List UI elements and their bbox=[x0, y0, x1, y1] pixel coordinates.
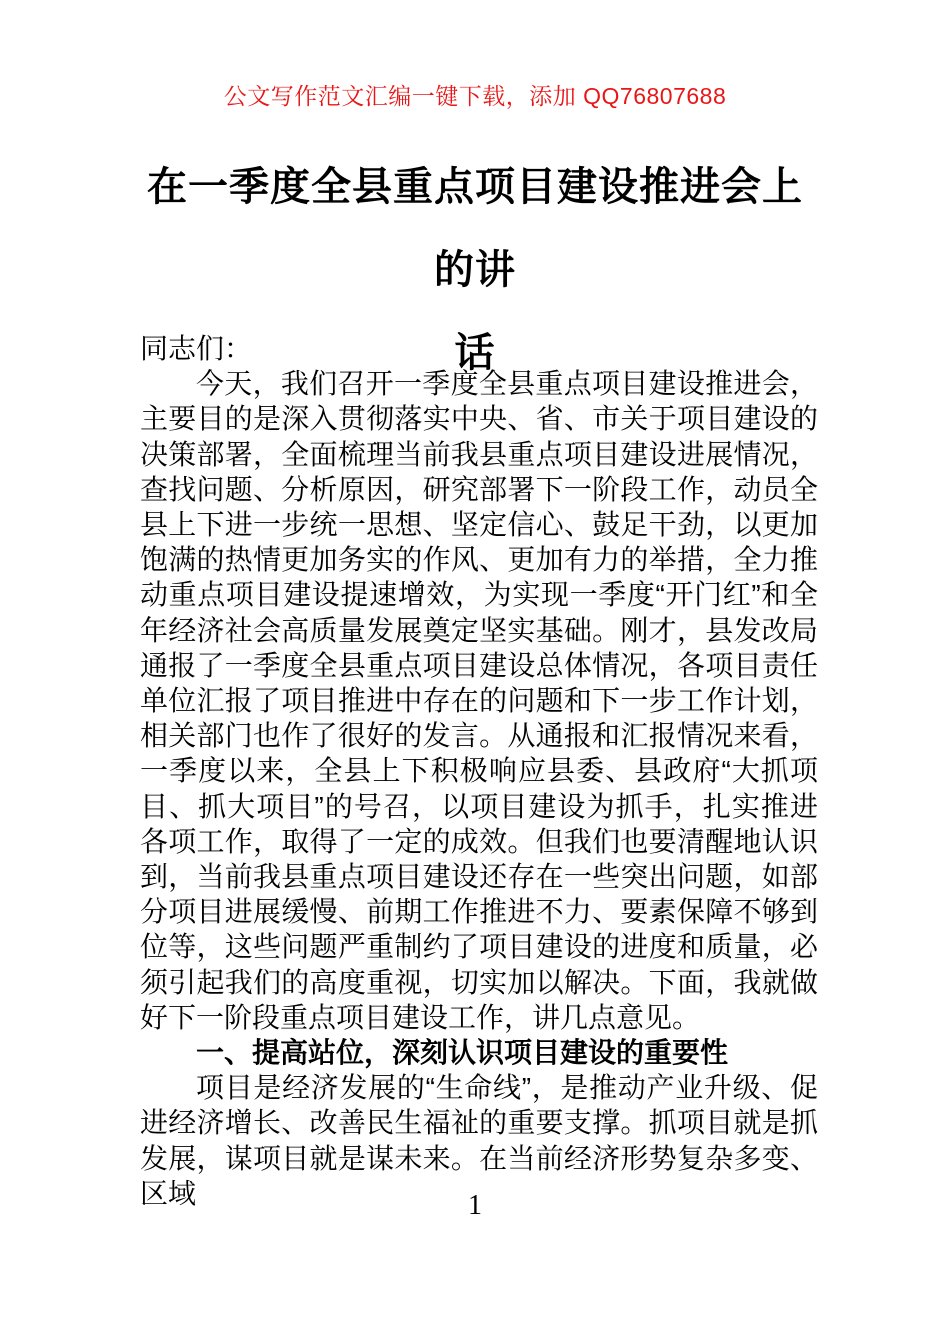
section-heading-1: 一、提高站位，深刻认识项目建设的重要性 bbox=[196, 1037, 729, 1069]
salutation: 同志们： bbox=[140, 333, 253, 364]
paragraph-1: 今天，我们召开一季度全县重点项目建设推进会，主要目的是深入贯彻落实中央、省、市关于项目建设的决策部署，全面梳理当前我县重点项目建设进展情况，查找问题、分析原因，研究部署下一阶段工作，动员全县上下进一步统一思想、坚定信心、鼓足干劲，以更加饱满的热情更加务实的作风、更加有力的举措，全力推动重点项目建设提速增效，为实现一季度“开门红”和全年经济社会高质量发展奠定坚实基础。刚才，县发改局通报了一季度全县重点项目建设总体情况，各项目责任单位汇报了项目推进中存在的问题和下一步工作计划，相关部门也作了很好的发言。从通报和汇报情况来看，一季度以来，全县上下积极响应县委、县政府“大抓项目、抓大项目”的号召，以项目建设为抓手，扎实推进各项工作，取得了一定的成效。但我们也要清醒地认识到，当前我县重点项目建设还存在一些突出问题，如部分项目进展缓慢、前期工作推进不力、要素保障不够到位等，这些问题严重制约了项目建设的进度和质量，必须引起我们的高度重视，切实加以解决。下面，我就做好下一阶段重点项目建设工作，讲几点意见。 bbox=[140, 368, 818, 1033]
document-body bbox=[140, 331, 818, 1211]
header-notice: 公文写作范文汇编一键下载，添加 QQ76807688 bbox=[223, 83, 727, 109]
title-line-2: 话 bbox=[454, 331, 496, 375]
page-number: 1 bbox=[468, 1190, 482, 1221]
paragraph-2: 项目是经济发展的“生命线”，是推动产业升级、促进经济增长、改善民生福祉的重要支撑。抓项目就是抓发展，谋项目就是谋未来。在当前经济形势复杂多变、区域 bbox=[140, 1072, 818, 1209]
title-line-1: 在一季度全县重点项目建设推进会上的讲 bbox=[147, 165, 803, 292]
